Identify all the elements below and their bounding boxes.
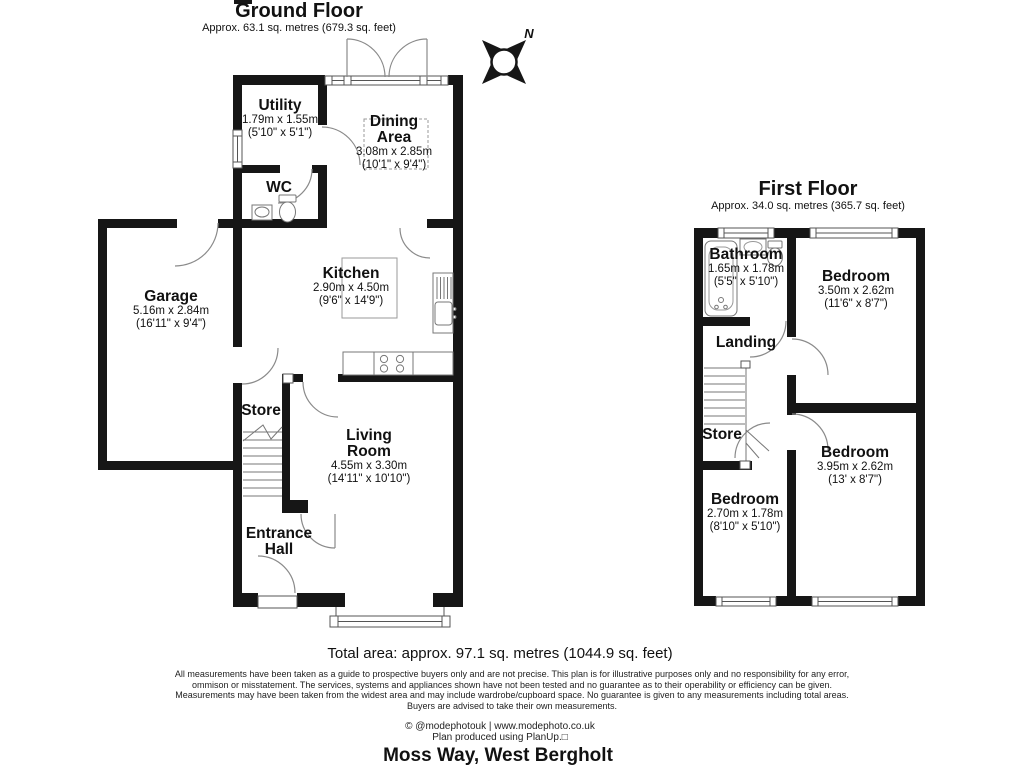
room-label-living-room <box>328 428 411 486</box>
room-metric: 3.08m x 2.85m <box>355 146 433 158</box>
room-imperial: (13' x 8'7") <box>828 474 882 486</box>
room-label-utility <box>242 98 318 140</box>
ground-floor-title: Ground Floor <box>235 0 363 22</box>
room-label-landing <box>716 335 776 351</box>
disclaimer-line-4: Buyers are advised to take their own measurements. <box>406 700 618 711</box>
room-imperial: (9'6" x 14'9") <box>318 295 384 307</box>
room-imperial: (10'1" x 9'4") <box>361 159 427 171</box>
room-name: Bathroom <box>709 246 783 263</box>
room-label-store-ground <box>241 403 281 419</box>
room-name: Garage <box>144 288 198 305</box>
room-metric: 3.95m x 2.62m <box>816 461 894 473</box>
room-metric: 5.16m x 2.84m <box>132 305 210 317</box>
compass-circle <box>492 50 517 75</box>
room-metric: 1.79m x 1.55m <box>241 114 319 126</box>
first-floor-header <box>711 179 905 212</box>
credit-line: © @modephotouk | www.modephoto.co.uk <box>405 721 595 732</box>
room-label-kitchen <box>313 266 389 308</box>
room-name: Entrance Hall <box>245 525 313 558</box>
first-floor-stairs <box>704 361 769 469</box>
room-imperial: (5'5" x 5'10") <box>713 276 779 288</box>
room-imperial: (5'10" x 5'1") <box>247 127 313 139</box>
disclaimer-line-2: ommison or misstatement. The services, systems and appliances shown have not been tested and no guarantee as to their operability or efficiency can be given. <box>191 679 833 690</box>
room-name: Bedroom <box>820 444 890 461</box>
room-name: Landing <box>715 334 777 351</box>
room-name: WC <box>266 179 292 196</box>
disclaimer-line-3: Measurements may have been taken from the widest area and may include wardrobe/cupboard space. No guarantee is given to any measurements including total areas. <box>175 690 849 700</box>
first-floor-title: First Floor <box>758 178 858 200</box>
room-name: Living Room <box>346 427 392 460</box>
compass-north-label: N <box>524 26 534 41</box>
planup-line: Plan produced using PlanUp.□ <box>432 732 568 743</box>
room-label-bedroom-2 <box>817 445 893 487</box>
room-label-wc <box>266 180 292 196</box>
room-imperial: (11'6" x 8'7") <box>824 298 888 310</box>
room-label-bedroom-3 <box>707 492 783 534</box>
room-imperial: (8'10" x 5'10") <box>709 521 781 533</box>
room-metric: 2.90m x 4.50m <box>312 282 390 294</box>
room-metric: 4.55m x 3.30m <box>330 460 408 472</box>
ground-floor-area: Approx. 63.1 sq. metres (679.3 sq. feet) <box>202 22 396 34</box>
room-label-dining-area <box>356 114 432 172</box>
room-label-bedroom-1 <box>818 269 894 311</box>
room-metric: 2.70m x 1.78m <box>706 508 784 520</box>
ground-floor-stairs <box>243 425 282 496</box>
room-metric: 1.65m x 1.78m <box>707 263 785 275</box>
ground-floor-header <box>202 1 396 34</box>
room-label-garage <box>133 289 209 331</box>
disclaimer-line-1: All measurements have been taken as a guide to prospective buyers only and are not precise. This plan is for illustrative purposes only and no responsibility for any error, <box>174 669 850 679</box>
room-label-bathroom <box>708 247 784 289</box>
room-name: Bedroom <box>710 491 780 508</box>
room-imperial: (14'11" x 10'10") <box>327 473 411 485</box>
total-area-line: Total area: approx. 97.1 sq. metres (1044.9 sq. feet) <box>327 645 673 662</box>
room-label-entrance-hall <box>239 526 319 558</box>
room-name: Utility <box>258 97 302 114</box>
room-name: Bedroom <box>821 268 891 285</box>
room-name: Store <box>702 426 742 443</box>
room-imperial: (16'11" x 9'4") <box>136 318 206 330</box>
room-name: Kitchen <box>322 265 380 282</box>
property-address: Moss Way, West Bergholt <box>383 745 613 766</box>
compass-rose <box>482 40 526 84</box>
room-label-store-first <box>702 427 742 443</box>
room-metric: 3.50m x 2.62m <box>817 285 895 297</box>
room-name: Dining Area <box>369 113 419 146</box>
first-floor-area: Approx. 34.0 sq. metres (365.7 sq. feet) <box>711 200 905 212</box>
room-name: Store <box>241 402 281 419</box>
